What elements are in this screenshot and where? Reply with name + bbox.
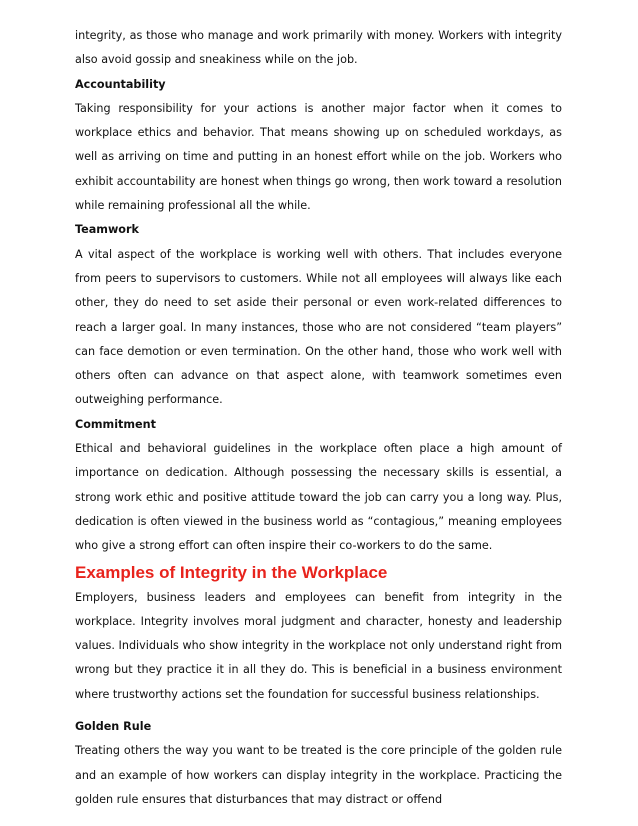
examples-section-title: Examples of Integrity in the Workplace (75, 562, 388, 582)
golden-rule-heading: Golden Rule (75, 720, 152, 734)
teamwork-heading: Teamwork (75, 223, 139, 237)
commitment-heading: Commitment (75, 417, 156, 431)
golden-rule-paragraph: Treating others the way you want to be treated is the core principle of the golden rule and an example of how workers can display integrity in the workplace. Practicing the golden rule ensures that disturbances that may distract or offend (75, 744, 562, 806)
accountability-paragraph: Taking responsibility for your actions is another major factor when it comes to workplace ethics and behavior. That means showing up on scheduled workdays, as well as arriving on time and putting in an honest effort while on the job. Workers who exhibit accountability are honest when things go wrong, then work toward a resolution while remaining professional all the while. (75, 101, 562, 213)
examples-paragraph: Employers, business leaders and employees can benefit from integrity in the workplace. Integrity involves moral judgment and character, honesty and leadership values. Individuals who show integrity in the workplace not only understand right from wrong but they practice it in all they do. This is beneficial in a business environment where trustworthy actions set the foundation for successful business relationships. (75, 590, 562, 701)
accountability-heading: Accountability (75, 77, 166, 91)
teamwork-paragraph: A vital aspect of the workplace is working well with others. That includes everyone from peers to supervisors to customers. While not all employees will always like each other, they do need to set aside their personal or even work-related differences to reach a larger goal. In many instances, those who are not considered “team players” can face demotion or even termination. On the other hand, those who work well with others often can advance on that aspect alone, with teamwork sometimes even outweighing performance. (75, 247, 562, 407)
intro-paragraph: integrity, as those who manage and work primarily with money. Workers with integrity also avoid gossip and sneakiness while on the job. (75, 29, 562, 67)
commitment-paragraph: Ethical and behavioral guidelines in the workplace often place a high amount of importance on dedication. Although possessing the necessary skills is essential, a strong work ethic and positive attitude toward the job can carry you a long way. Plus, dedication is often viewed in the business world as “contagious,” meaning employees who give a strong effort can often inspire their co-workers to do the same. (75, 442, 562, 553)
document-page (75, 24, 562, 812)
